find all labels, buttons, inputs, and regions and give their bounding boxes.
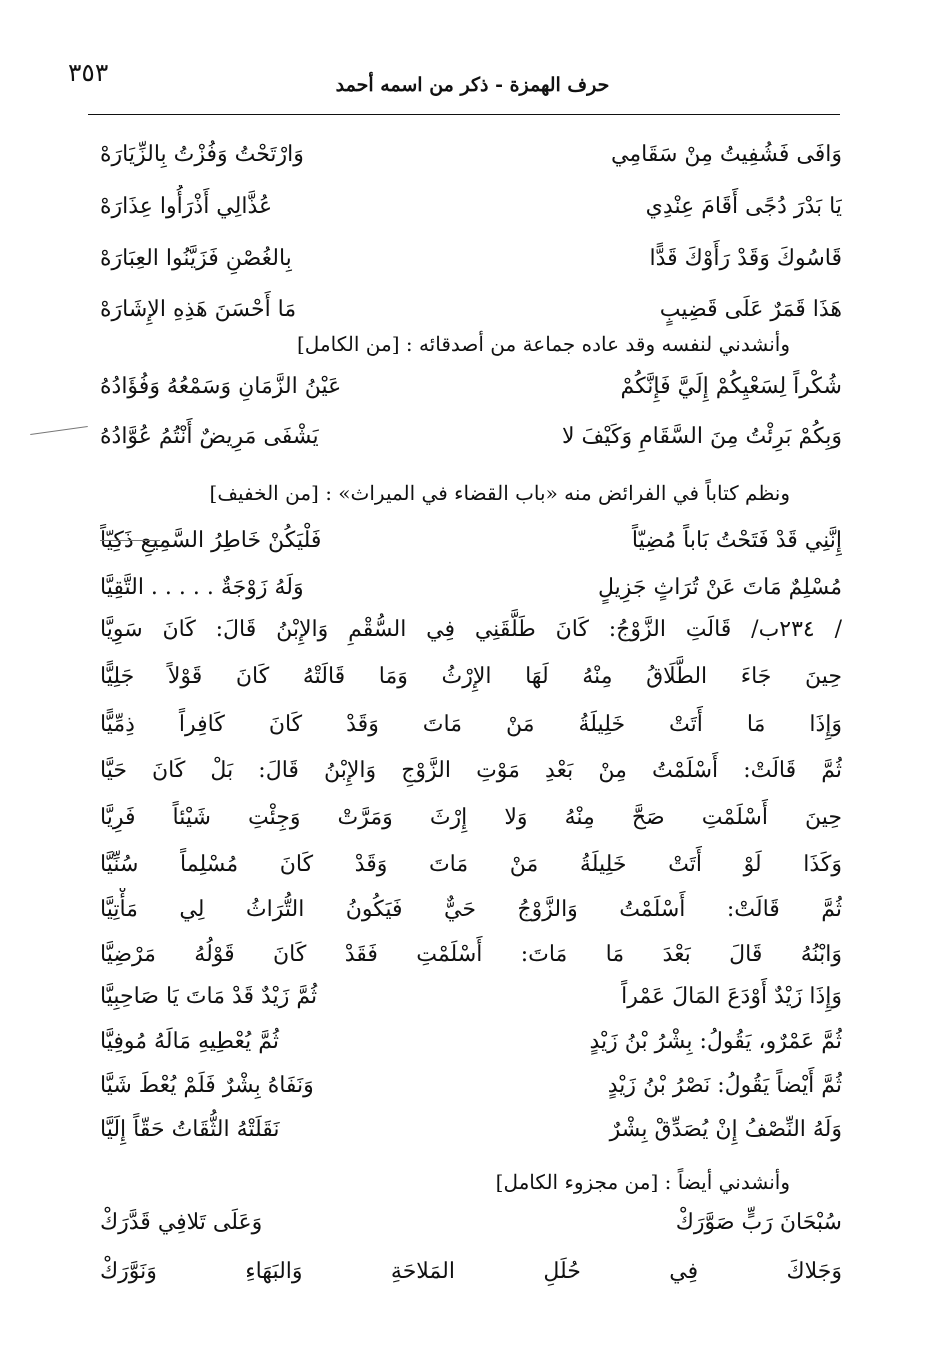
verse-first-hemistich: سُبْحَانَ رَبٍّ صَوَّرَكْ	[675, 1210, 842, 1235]
verse-first-hemistich: مُسْلِمٌ مَاتَ عَنْ تُرَاثٍ جَزِيلٍ	[598, 575, 842, 600]
poem-introduction: ونظم كتاباً في الفرائض منه «باب القضاء في الميراث» : [من الخفيف]	[209, 481, 790, 505]
verse-second-hemistich: مَا أَحْسَنَ هَذِهِ الإِشَارَهْ	[100, 297, 297, 322]
verse-line-full: وَكَذَا لَوْ أَتَتْ خَلِيلَةُ مَنْ مَاتَ وَقَدْ كَانَ مُسْلِماً سُنِّيَّا	[100, 852, 842, 877]
verse-second-hemistich: عُذَّالِي أَذْرَأُوا عِذَارَهْ	[100, 194, 273, 219]
page-number: ٣٥٣	[68, 58, 109, 87]
verse-second-hemistich: وَنَفَاهُ بِشْرٌ فَلَمْ يُعْطَ شَيَّا	[100, 1073, 314, 1098]
verse-first-hemistich: وَبِكُمْ بَرِئْتُ مِنَ السَّقَامِ وَكَيْفَ لا	[562, 424, 842, 449]
verse-line	[100, 415, 842, 459]
verse-second-hemistich: عَيْنُ الزَّمَانِ وَسَمْعُهُ وَفُؤَادُهُ	[100, 374, 342, 399]
margin-mark	[100, 540, 160, 541]
verse-line	[100, 1064, 842, 1108]
verse-line-full: وَابْنُهُ قَالَ بَعْدَ مَا مَاتَ: أَسْلَمْتِ فَقَدْ كَانَ قَوْلُهُ مَرْضِيَّا	[100, 942, 842, 967]
verse-line	[100, 365, 842, 409]
verse-line	[100, 975, 842, 1019]
verse-first-hemistich: هَذَا قَمَرٌ عَلَى قَضِيبٍ	[659, 297, 842, 322]
verse-second-hemistich: وَارْتَحْتُ وَفُزْتُ بِالزِّيَارَهْ	[100, 142, 304, 167]
verse-second-hemistich: ثُمَّ يُعْطِيهِ مَالَهُ مُوفِيَّا	[100, 1029, 279, 1054]
verse-first-hemistich: يَا بَدْرَ دُجًى أَقَامَ عِنْدِي	[645, 194, 842, 219]
poem-introduction: وأنشدني لنفسه وقد عاده جماعة من أصدقائه : [من الكامل]	[296, 332, 790, 356]
running-title: حرف الهمزة - ذكر من اسمه أحمد	[335, 74, 610, 96]
verse-line-full: حِينَ أَسْلَمْتِ صَحَّ مِنْهُ وَلا إِرْثَ وَمَرَّتْ وَجِئْتِ شَيْئاً فَرِيَّا	[100, 805, 842, 830]
verse-second-hemistich: ثُمَّ زَيْدٌ قَدْ مَاتَ يَا صَاحِبِيَّا	[100, 984, 318, 1009]
verse-second-hemistich: وَلَهُ زَوْجَةٌ . . . . . التَّقِيَّا	[100, 575, 304, 600]
verse-first-hemistich: ثُمَّ أَيْضاً يَقُولُ: نَصْرُ بْنُ زَيْدٍ	[607, 1073, 842, 1098]
verse-line-full: وَجَلاكَ فِي حُلَلِ المَلاحَةِ وَالبَهَاءِ وَنَوَّرَكْ	[100, 1259, 842, 1284]
verse-second-hemistich: وَعَلَى تَلافِي قَدَّرَكْ	[100, 1210, 263, 1235]
verse-line	[100, 185, 842, 229]
verse-first-hemistich: إِنَّنِي قَدْ فَتَحْتُ بَاباً مُضِيّاً	[631, 528, 842, 553]
verse-first-hemistich: ثُمَّ عَمْرٌو، يَقُولُ: بِشْرُ بْنُ زَيْدٍ	[589, 1029, 842, 1054]
verse-line	[100, 519, 842, 563]
header-rule	[88, 114, 840, 115]
verse-line	[100, 1020, 842, 1064]
verse-second-hemistich: يَشْفَى مَرِيضٌ أَنْتُمُ عُوَّادُهُ	[100, 424, 319, 449]
margin-mark	[30, 426, 88, 435]
verse-line	[100, 133, 842, 177]
verse-first-hemistich: وَإِذَا زَيْدٌ أَوْدَعَ المَالَ عَمْراً	[621, 984, 842, 1009]
verse-first-hemistich: وَلَهُ النِّصْفُ إِنْ يُصَدِّقْ بِشْرٌ	[609, 1117, 842, 1142]
verse-second-hemistich: فَلْيَكُنْ خَاطِرُ السَّمِيعِ ذَكِيّاً	[100, 528, 322, 553]
verse-line-full: وَإِذَا مَا أَتَتْ خَلِيلَةُ مَنْ مَاتَ وَقَدْ كَانَ كَافِراً ذِمِّيًّا	[100, 712, 842, 737]
poem-introduction: وأنشدني أيضاً : [من مجزوء الكامل]	[495, 1170, 790, 1194]
verse-line	[100, 1201, 842, 1245]
verse-first-hemistich: قَاسُوكَ وَقَدْ رَأَوْكَ قَدًّا	[649, 246, 842, 271]
verse-first-hemistich: وَافَى فَشُفِيتُ مِنْ سَقَامِي	[611, 142, 842, 167]
verse-second-hemistich: بِالغُصْنِ فَزَيَّنُوا العِبَارَهْ	[100, 246, 292, 271]
verse-line-full: ثُمَّ قَالَتْ: أَسْلَمْتُ وَالزَّوْجُ حَيٌّ فَيَكُونُ التُّرَاثُ لِي مَأْتِيَّا	[100, 897, 842, 922]
verse-line	[100, 566, 842, 610]
verse-line	[100, 1108, 842, 1152]
verse-line	[100, 237, 842, 281]
verse-line-full: / ٢٣٤ب/ قَالَتِ الزَّوْجُ: كَانَ طَلَّقَنِي فِي السُّقْمِ وَالإِبْنُ قَالَ: كَانَ سَوِيَّا	[100, 617, 842, 642]
verse-second-hemistich: نَقَلَتْهُ الثُّقَاتُ حَقّاً إِلَيَّا	[100, 1117, 280, 1142]
verse-first-hemistich: شُكْراً لِسَعْيِكُمْ إِلَيَّ فَإِنَّكُمْ	[620, 374, 842, 399]
verse-line-full: حِينَ جَاءَ الطَّلَاقُ مِنْهُ لَهَا الإِرْثُ وَمَا قَالَتْهُ كَانَ قَوْلاً جَلِيًّا	[100, 664, 842, 689]
verse-line-full: ثُمَّ قَالَتْ: أَسْلَمْتُ مِنْ بَعْدِ مَوْتِ الزَّوْجِ وَالإِبْنُ قَالَ: بَلْ كَانَ حَيَّا	[100, 758, 842, 783]
